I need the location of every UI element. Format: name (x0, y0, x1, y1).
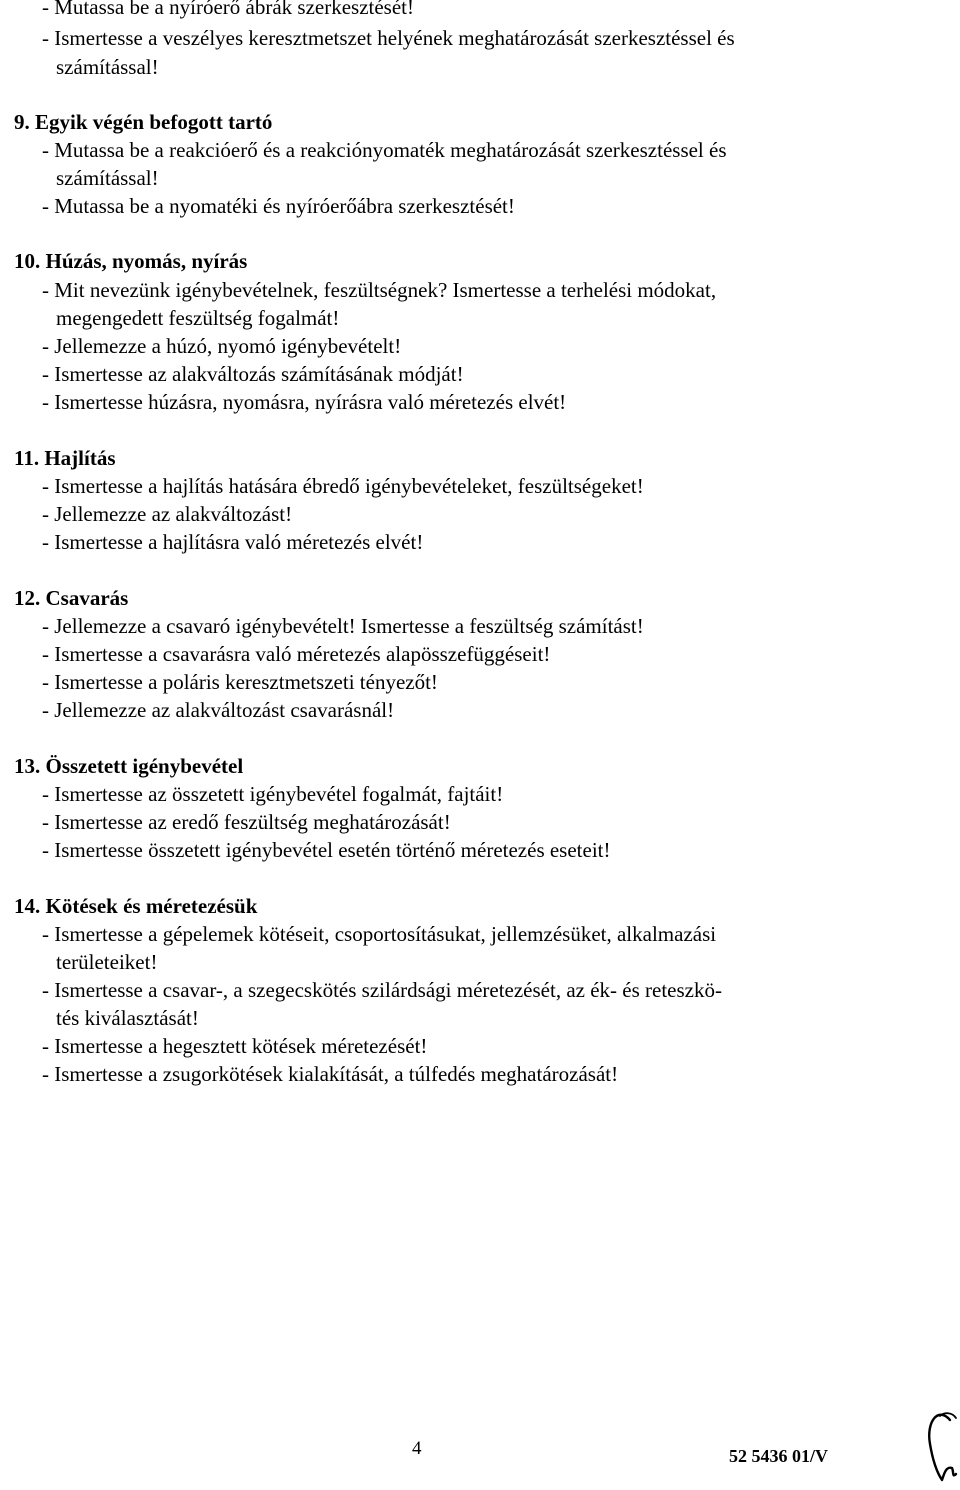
task-line: - Ismertesse a csavarásra való méretezés alapösszefüggéseit! (42, 642, 551, 666)
page-number: 4 (412, 1438, 422, 1459)
section-heading-11: 11. Hajlítás (14, 446, 116, 470)
task-line: - Ismertesse a hajlítás hatására ébredő igénybevételeket, feszültségeket! (42, 474, 644, 498)
task-line: - Ismertesse a csavar-, a szegecskötés szilárdsági méretezését, az ék- és reteszkö- (42, 978, 722, 1002)
task-line-continuation: tés kiválasztását! (56, 1006, 199, 1030)
task-line-continuation: számítással! (56, 166, 159, 190)
signature-icon (918, 1408, 960, 1486)
task-line: - Ismertesse húzásra, nyomásra, nyírásra való méretezés elvét! (42, 390, 567, 414)
task-line: - Jellemezze a csavaró igénybevételt! Ismertesse a feszültség számítást! (42, 614, 644, 638)
task-line: - Ismertesse a hajlításra való méretezés elvét! (42, 530, 424, 554)
task-line-continuation: területeiket! (56, 950, 158, 974)
task-line: - Ismertesse a zsugorkötések kialakítását, a túlfedés meghatározását! (42, 1062, 619, 1086)
task-line: - Mutassa be a nyomatéki és nyíróerőábra szerkesztését! (42, 194, 515, 218)
task-line: - Ismertesse összetett igénybevétel esetén történő méretezés eseteit! (42, 838, 611, 862)
document-code: 52 5436 01/V (729, 1446, 828, 1466)
task-line: - Ismertesse a poláris keresztmetszeti tényezőt! (42, 670, 438, 694)
section-heading-13: 13. Összetett igénybevétel (14, 754, 244, 778)
task-line: - Ismertesse a veszélyes keresztmetszet helyének meghatározását szerkesztéssel és (42, 26, 735, 50)
task-line: - Mit nevezünk igénybevételnek, feszültségnek? Ismertesse a terhelési módokat, (42, 278, 717, 302)
section-heading-14: 14. Kötések és méretezésük (14, 894, 258, 918)
task-line: - Mutassa be a nyíróerő ábrák szerkesztését! (42, 0, 415, 19)
task-line-continuation: megengedett feszültség fogalmát! (56, 306, 340, 330)
task-line: - Jellemezze az alakváltozást! (42, 502, 293, 526)
task-line: - Jellemezze az alakváltozást csavarásnál! (42, 698, 395, 722)
task-line: - Ismertesse a gépelemek kötéseit, csoportosításukat, jellemzésüket, alkalmazási (42, 922, 717, 946)
task-line: - Ismertesse az összetett igénybevétel fogalmát, fajtáit! (42, 782, 504, 806)
section-heading-10: 10. Húzás, nyomás, nyírás (14, 249, 248, 273)
task-line: - Ismertesse az alakváltozás számításának módját! (42, 362, 464, 386)
task-line: - Ismertesse az eredő feszültség meghatározását! (42, 810, 451, 834)
task-line: - Mutassa be a reakcióerő és a reakciónyomaték meghatározását szerkesztéssel és (42, 138, 727, 162)
task-line: - Jellemezze a húzó, nyomó igénybevételt! (42, 334, 402, 358)
section-heading-12: 12. Csavarás (14, 586, 129, 610)
task-line-continuation: számítással! (56, 55, 159, 79)
section-heading-9: 9. Egyik végén befogott tartó (14, 110, 273, 134)
task-line: - Ismertesse a hegesztett kötések méretezését! (42, 1034, 428, 1058)
